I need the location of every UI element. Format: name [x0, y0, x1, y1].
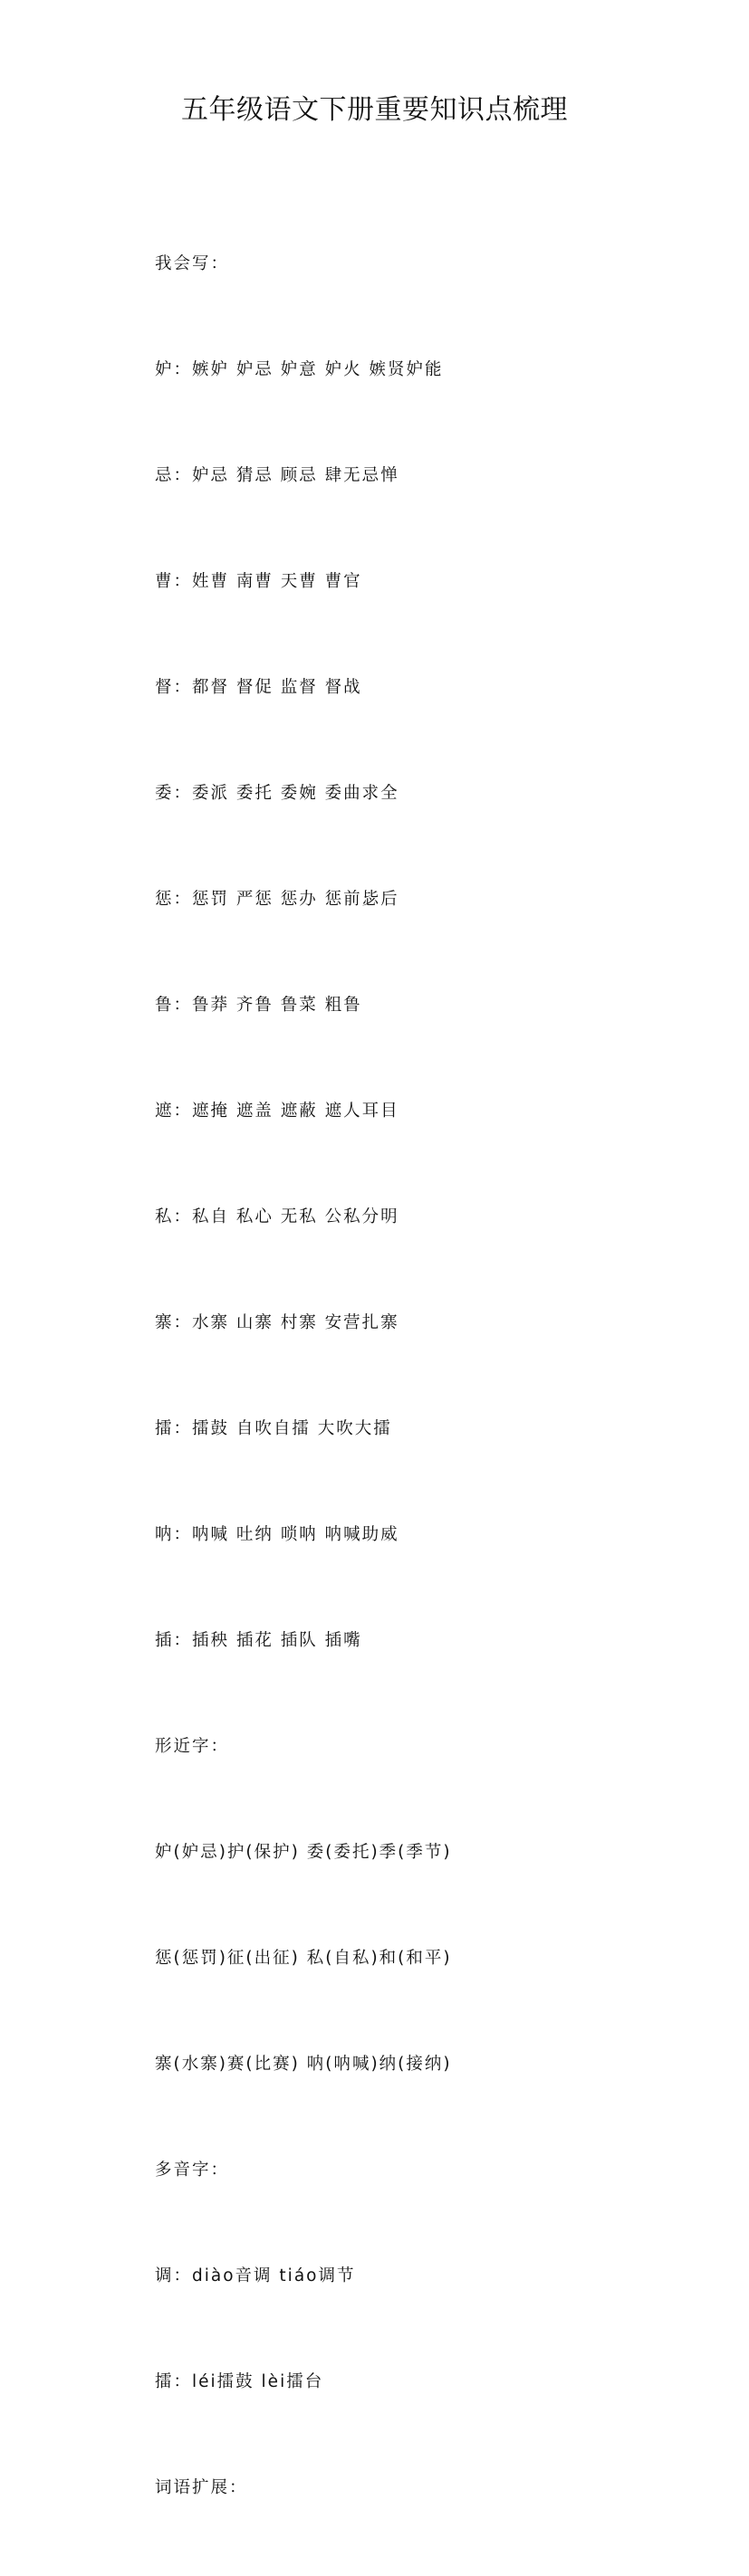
vocab-line-lu: 鲁：鲁莽 齐鲁 鲁菜 粗鲁	[155, 996, 362, 1015]
vocab-line-si: 私：私自 私心 无私 公私分明	[155, 1207, 399, 1226]
document-body	[155, 176, 716, 2576]
vocab-line-zhe: 遮：遮掩 遮盖 遮蔽 遮人耳目	[155, 1102, 399, 1121]
vocab-line-zhai: 寨：水寨 山寨 村寨 安营扎寨	[155, 1313, 399, 1332]
document-title: 五年级语文下册重要知识点梳理	[181, 94, 568, 126]
vocab-line-na: 呐：呐喊 吐纳 唢呐 呐喊助威	[155, 1525, 399, 1544]
vocab-line-lei: 擂：擂鼓 自吹自擂 大吹大擂	[155, 1419, 392, 1438]
vocab-line-ji: 忌：妒忌 猜忌 顾忌 肆无忌惮	[155, 466, 399, 485]
polyphone-line-tiao: 调：diào音调 tiáo调节	[155, 2266, 356, 2285]
similar-chars-line-2: 惩(惩罚)征(出征) 私(自私)和(和平)	[155, 1949, 452, 1968]
similar-chars-line-3: 寨(水寨)赛(比赛) 呐(呐喊)纳(接纳)	[155, 2055, 452, 2074]
vocab-line-cao: 曹：姓曹 南曹 天曹 曹官	[155, 572, 362, 591]
polyphone-line-lei: 擂：léi擂鼓 lèi擂台	[155, 2372, 324, 2391]
section-heading-write: 我会写：	[155, 254, 230, 273]
vocab-line-cha: 插：插秧 插花 插队 插嘴	[155, 1631, 362, 1650]
section-heading-polyphones: 多音字：	[155, 2161, 230, 2180]
vocab-line-du: 妒：嫉妒 妒忌 妒意 妒火 嫉贤妒能	[155, 360, 444, 379]
section-heading-similar-chars: 形近字：	[155, 1737, 230, 1756]
similar-chars-line-1: 妒(妒忌)护(保护) 委(委托)季(季节)	[155, 1843, 452, 1862]
vocab-line-wei: 委：委派 委托 委婉 委曲求全	[155, 784, 399, 803]
vocab-line-cheng: 惩：惩罚 严惩 惩办 惩前毖后	[155, 890, 399, 909]
vocab-line-du-supervise: 督：都督 督促 监督 督战	[155, 678, 362, 697]
section-heading-word-extension: 词语扩展：	[155, 2478, 248, 2497]
